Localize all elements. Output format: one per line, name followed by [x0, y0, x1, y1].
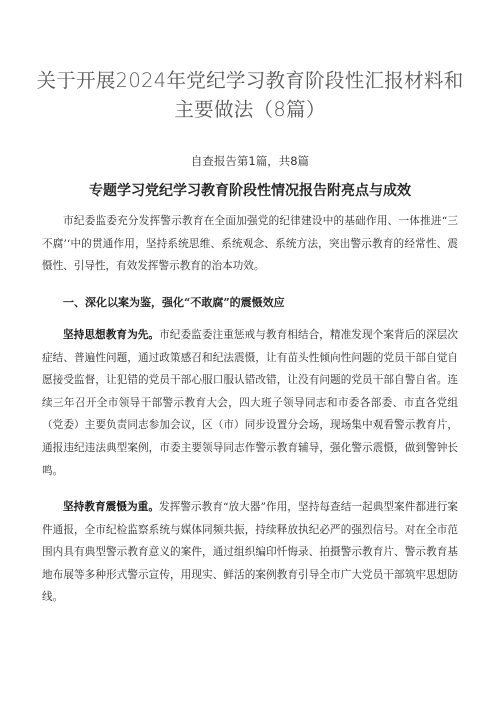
document-title: 关于开展2024年党纪学习教育阶段性汇报材料和主要做法（8篇）	[36, 69, 464, 121]
paragraph-body: 市纪委监委注重惩戒与教育相结合，精准发现个案背后的深层次症结、普遍性问题，通过政策感召和纪法震慑，让有苗头性倾向性问题的党员干部自觉自愿接受监督，让犯错的党员干部心服口服认错改错，让没有问题的党员干部自警自省。连续三年召开全市领导干部警示教育大会，四大班子领导同志和市委各部委、市直各党组（党委）主要负责同志参加会议，区（市）同步设置分会场，现场集中观看警示教育片，通报违纪违法典型案例，市委主要领导同志作警示教育辅导，强化警示震慑，做到警钟长鸣。	[42, 329, 459, 477]
paragraph-thought-education	[42, 324, 458, 482]
section-heading-1: 一、深化以案为鉴，强化“不敢腐”的震慑效应	[63, 296, 285, 309]
paragraph-lead: 坚持思想教育为先。	[63, 329, 160, 341]
report-number: 自查报告第1篇，共8篇	[190, 154, 310, 168]
paragraph-body: 发挥警示教育“放大器”作用，坚持每查结一起典型案件都进行案件通报，全市纪检监察系统与媒体同频共振，持续释放执纪必严的强烈信号。对在全市范围内具有典型警示教育意义的案件，通过组织编印忏悔录、拍摄警示教育片、警示教育基地布展等多种形式警示宣传，用现实、鲜活的案例教育引导全市广大党员干部筑牢思想防线。	[42, 501, 458, 604]
paragraph-lead: 坚持教育震慑为重。	[63, 501, 160, 513]
intro-paragraph: 市纪委监委充分发挥警示教育在全面加强党的纪律建设中的基础作用、一体推进“三不腐’‘中的贯通作用，坚持系统思维、系统观念、系统方法，突出警示教育的经常性、震慑性、引导性，有效发挥警示教育的治本功效。	[42, 215, 458, 273]
document-subtitle: 专题学习党纪学习教育阶段性情况报告附亮点与成效	[89, 183, 411, 199]
paragraph-education-deterrence	[42, 496, 458, 609]
